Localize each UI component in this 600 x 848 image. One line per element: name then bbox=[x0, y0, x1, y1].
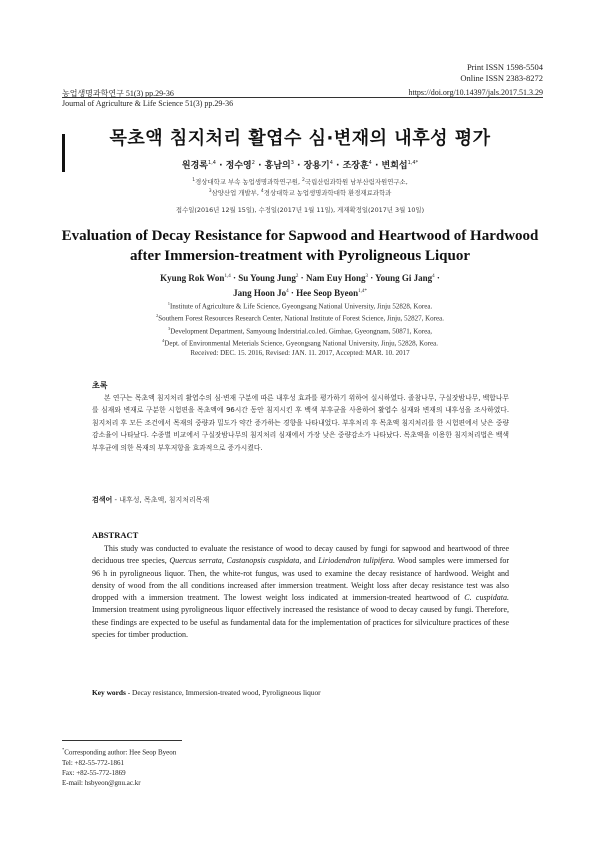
author-affil-mark: 2 bbox=[295, 274, 299, 279]
journal-citation-en: Journal of Agriculture & Life Science 51(3) pp.29-36 bbox=[62, 99, 234, 108]
author-name: 홍남의$^3$ bbox=[264, 160, 294, 171]
dates-english: Received: DEC. 15. 2016, Revised: JAN. 11. 2017, Accepted: MAR. 10. 2017 bbox=[190, 349, 410, 357]
author-affil-mark: 1,4 bbox=[224, 274, 231, 279]
author-name: 변희섭$^{1,4*}$ bbox=[381, 160, 419, 171]
keywords-label: Key words bbox=[92, 688, 126, 697]
author-affil-mark: 1,4* bbox=[358, 289, 367, 294]
doi-link[interactable]: https://doi.org/10.14397/jals.2017.51.3.29 bbox=[408, 88, 543, 97]
affiliation-text: 삼양산업 개발부, bbox=[211, 189, 261, 198]
authors-english bbox=[0, 270, 600, 300]
abstract-text: This study was conducted to evaluate the resistance of wood to decay caused by fungi for sapwood and heartwood of three deciduous tree species, bbox=[92, 544, 509, 566]
title-korean: 목초액 침지처리 활엽수 심·변재의 내후성 평가 bbox=[109, 128, 491, 149]
author-name: Hee Seop Byeon$^{1,4*}$ bbox=[296, 288, 367, 298]
affiliation-line bbox=[0, 336, 600, 348]
author-name: 조장훈$^4$ bbox=[342, 160, 372, 171]
keywords-text: - 내후성, 목초액, 침지처리목재 bbox=[112, 496, 210, 504]
author-name: 정수영$^2$ bbox=[225, 160, 255, 171]
title-english-line: Evaluation of Decay Resistance for Sapwood and Heartwood of Hardwood bbox=[61, 228, 539, 244]
authors-korean: 원경록$^{1,4}$ · 정수영$^2$ · 홍남의$^3$ · 장용기$^4$ · 조장훈$^4$ · 변희섭$^{1,4*}$ bbox=[181, 160, 419, 171]
author-name: Nam Euy Hong$^3$ bbox=[305, 273, 368, 283]
author-name: Kyung Rok Won$^{1,4}$ bbox=[160, 273, 231, 283]
abstract-text: and bbox=[301, 556, 319, 566]
author-name: 장용기$^4$ bbox=[303, 160, 333, 171]
abstract-english bbox=[92, 543, 509, 641]
affiliation-text: 국립산림과학원 남부산림자원연구소, bbox=[304, 178, 408, 187]
author-affil-mark: 4 bbox=[329, 160, 333, 166]
species-name: Quercus serrata, Castanopsis cuspidata, bbox=[169, 556, 302, 566]
abstract-heading-korean: 초록 bbox=[92, 381, 108, 390]
affiliations-english bbox=[0, 299, 600, 348]
affiliation-line bbox=[0, 311, 600, 323]
affiliation-line bbox=[0, 299, 600, 311]
affiliation-text: Institute of Agriculture & Life Science, Gyeongsang National University, Jinju 52828, Korea. bbox=[170, 302, 433, 311]
author-affil-mark: 3 bbox=[365, 274, 368, 279]
affiliation-text: Dept. of Environmental Meterials Science, Gyeongsang National University, Jinju, 52828, Korea. bbox=[164, 339, 438, 348]
affiliation-text: Southern Forest Resources Research Center, National Institute of Forest Science, Jinju, 52827, Korea. bbox=[158, 314, 444, 323]
affiliation-mark: 2 bbox=[302, 178, 305, 183]
keywords-text: - Decay resistance, Immersion-treated wood, Pyroligneous liquor bbox=[125, 688, 321, 697]
affiliation-text: 경상대학교 부속 농업생명과학연구원, bbox=[195, 178, 303, 187]
title-english-line: after Immersion-treatment with Pyroligneous Liquor bbox=[130, 248, 470, 264]
header-rule bbox=[62, 97, 543, 98]
abstract-heading-english: ABSTRACT bbox=[92, 530, 139, 540]
affiliation-mark: 1 bbox=[192, 178, 196, 183]
footnote-rule bbox=[62, 740, 182, 741]
affiliation-mark: 4 bbox=[260, 189, 264, 195]
affiliation-line bbox=[0, 324, 600, 336]
abstract-text: Wood samples were immersed for 96 h in pyroligneous liquor. Then, the white-rot fungus, was used to examine the decay resistance of hardwood. Weight and density of wood from the all conditions increased after immersion treatment. Weight loss after decay resistance test was also dropped with a immersion treatment. The lowest weight loss indicated at immersion-treated heartwood of bbox=[92, 556, 510, 603]
corresponding-author: *Corresponding author: Hee Seop Byeon bbox=[62, 747, 177, 757]
print-issn: Print ISSN 1598-5504 bbox=[466, 62, 543, 72]
affiliation-text: Development Department, Samyoung Inderstrial.co.led. Gimhae, Gyeongnam, 50871, Korea, bbox=[170, 326, 433, 335]
affiliation-mark: 1 bbox=[167, 301, 171, 306]
keywords-korean bbox=[92, 495, 209, 505]
issn-block bbox=[460, 62, 543, 84]
species-name: Liriodendron tulipifera. bbox=[318, 556, 395, 566]
dates-korean: 접수일(2016년 12월 15일), 수정일(2017년 1월 11일), 게재확정일(2017년 3월 10일) bbox=[175, 206, 425, 214]
affiliation-mark: 4 bbox=[162, 337, 165, 343]
author-name: 원경록$^{1,4}$ bbox=[181, 160, 216, 171]
author-affil-mark: 3 bbox=[290, 160, 294, 166]
author-affil-mark: 1,4* bbox=[407, 160, 419, 166]
author-affil-mark: 4 bbox=[368, 160, 372, 166]
telephone: Tel: +82-55-772-1861 bbox=[62, 758, 124, 767]
fax: Fax: +82-55-772-1869 bbox=[62, 768, 126, 777]
affiliation-text: 경상대학교 농업생명과학대학 환경재료과학과 bbox=[263, 189, 392, 198]
email[interactable]: E-mail: hsbyeon@gnu.ac.kr bbox=[62, 778, 141, 787]
title-english bbox=[40, 226, 560, 266]
author-affil-mark: 1,4 bbox=[208, 160, 216, 166]
abstract-text: Immersion treatment using pyroligneous liquor effectively increased the resistance of wood to decay caused by fungi. Therefore, these findings are expected to be useful as fundamental data for the implementation of practices for silviculture practices of these species for timber production. bbox=[92, 605, 509, 640]
affiliation-line bbox=[0, 176, 600, 187]
keywords-label: 검색어 bbox=[92, 496, 113, 504]
author-affil-mark: 4 bbox=[286, 289, 289, 294]
author-line: Jang Hoon $Jo^4$ · Hee Seop Byeon$^{1,4*}$ bbox=[233, 288, 367, 298]
affiliation-mark: 2 bbox=[156, 313, 159, 319]
affiliation-mark: 3 bbox=[208, 189, 212, 195]
affiliations-korean bbox=[0, 176, 600, 198]
species-name: C. cuspidata. bbox=[464, 593, 509, 603]
author-name: Young Gi Jang$^4$ bbox=[375, 273, 435, 283]
keywords-english bbox=[92, 688, 321, 697]
abstract-korean: 본 연구는 목초액 침지처리 활엽수의 심·변재 구분에 따른 내후성 효과를 평가하기 위하여 실시하였다. 졸참나무, 구실잣밤나무, 백합나무를 심재와 변재로 구분한 시험편을 목초액에 96시간 동안 침지시킨 후 백색 부후균을 사용하여 활엽수 심재와 변재의 내후성을 조사하였다. 침지처리 후 모든 조건에서 목재의 중량과 밀도가 약간 증가하는 경향을 나타내었다. 부후처리 후 목초액 침지처리를 한 시험편에서 낮은 중량감소율이 나타났다. 수종별 비교에서 구실잣밤나무의 침지처리 심재에서 가장 낮은 중량감소가 나타났다. 목초액을 이용한 침지처리법은 백색 부후균에 의한 목재의 부후저항을 효과적으로 증가시켰다. bbox=[92, 394, 509, 452]
author-name: Su Young Jung$^2$ bbox=[238, 273, 299, 283]
affiliation-mark: 3 bbox=[167, 325, 171, 331]
author-affil-mark: 4 bbox=[432, 274, 435, 279]
author-line: Kyung Rok Won$^{1,4}$ · Su Young Jung$^2$ · Nam Euy Hong$^3$ · Young Gi Jang$^4$ · bbox=[160, 273, 440, 283]
online-issn: Online ISSN 2383-8272 bbox=[460, 73, 543, 83]
affiliation-line bbox=[0, 187, 600, 198]
author-affil-mark: 2 bbox=[251, 160, 255, 166]
footnote bbox=[62, 745, 176, 788]
author-name: Jang Hoon Jo$^4$ bbox=[233, 288, 289, 298]
journal-citation-ko: 농업생명과학연구 51(3) pp.29-36 bbox=[62, 89, 174, 98]
